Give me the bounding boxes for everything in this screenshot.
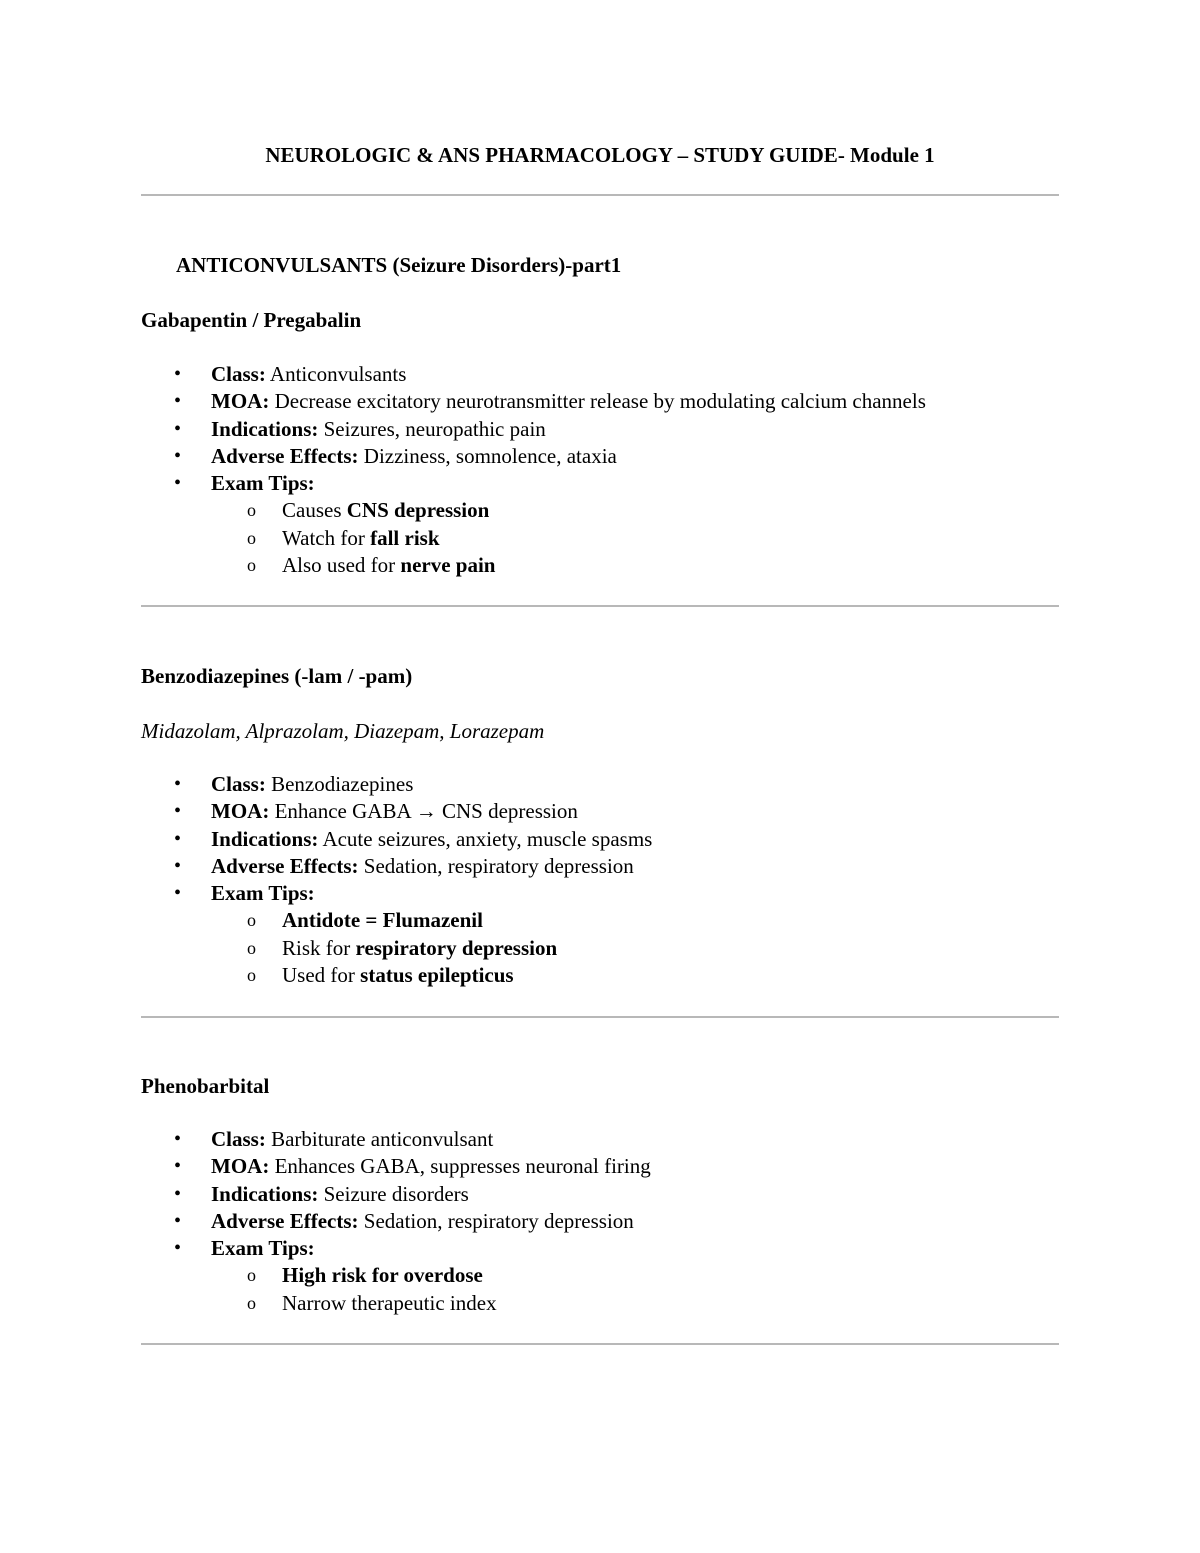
- bullet-icon: •: [174, 444, 182, 467]
- divider: [141, 605, 1059, 607]
- adverse-label: Adverse Effects:: [211, 1208, 359, 1233]
- exam-tips-label: Exam Tips:: [211, 1236, 315, 1261]
- tip-bold: CNS depression: [346, 498, 490, 523]
- bullet-icon: •: [174, 363, 182, 385]
- class-value: Anticonvulsants: [265, 362, 407, 386]
- tip-text: Narrow therapeutic index: [282, 1290, 497, 1315]
- bullet-icon: •: [174, 773, 182, 795]
- tip-text: Risk for: [282, 935, 356, 960]
- moa-value: Decrease excitatory neurotransmitter release by modulating calcium channels: [269, 389, 926, 414]
- moa-label: MOA:: [211, 389, 270, 414]
- tip-text: Watch for: [282, 525, 371, 550]
- indications-label: Indications:: [211, 1181, 319, 1206]
- tip-bold: High risk for overdose: [282, 1263, 483, 1288]
- moa-value: Enhance GABA → CNS depression: [269, 799, 578, 824]
- adverse-label: Adverse Effects:: [211, 853, 359, 878]
- moa-label: MOA:: [211, 799, 270, 824]
- bullet-icon: •: [174, 1155, 182, 1178]
- moa-value: Enhances GABA, suppresses neuronal firing: [269, 1154, 651, 1179]
- sub-bullet-icon: o: [247, 937, 256, 958]
- sub-bullet-icon: o: [247, 1265, 256, 1286]
- page-title: NEUROLOGIC & ANS PHARMACOLOGY – STUDY GUIDE- Module 1: [265, 143, 935, 167]
- drug-examples: Midazolam, Alprazolam, Diazepam, Lorazepam: [141, 719, 545, 743]
- tip-bold: fall risk: [370, 525, 440, 550]
- adverse-label: Adverse Effects:: [211, 443, 359, 468]
- drug-heading-phenobarbital: Phenobarbital: [141, 1074, 270, 1098]
- bullet-icon: •: [174, 827, 182, 850]
- bullet-icon: •: [174, 882, 182, 905]
- class-label: Class:: [211, 362, 266, 386]
- section-title: ANTICONVULSANTS (Seizure Disorders)-part1: [176, 253, 622, 277]
- sub-bullet-icon: o: [247, 910, 256, 931]
- divider: [141, 1016, 1059, 1018]
- bullet-icon: •: [174, 390, 182, 413]
- indications-value: Acute seizures, anxiety, muscle spasms: [318, 826, 653, 851]
- divider: [141, 1343, 1059, 1345]
- bullet-icon: •: [174, 417, 182, 440]
- tip-bold: status epilepticus: [360, 963, 514, 988]
- class-label: Class:: [211, 772, 266, 796]
- drug-heading-gabapentin: Gabapentin / Pregabalin: [141, 308, 362, 332]
- indications-value: Seizure disorders: [318, 1181, 469, 1206]
- tip-bold: Antidote = Flumazenil: [282, 908, 483, 933]
- sub-bullet-icon: o: [247, 555, 256, 576]
- indications-label: Indications:: [211, 416, 319, 441]
- sub-bullet-icon: o: [247, 965, 256, 986]
- bullet-icon: •: [174, 854, 182, 877]
- tip-text: Causes: [282, 498, 347, 523]
- sub-bullet-icon: o: [247, 527, 256, 548]
- class-label: Class:: [211, 1127, 266, 1151]
- class-value: Benzodiazepines: [265, 772, 414, 796]
- exam-tips-label: Exam Tips:: [211, 471, 315, 496]
- tip-text: Used for: [282, 963, 361, 988]
- sub-bullet-icon: o: [247, 1292, 256, 1313]
- indications-label: Indications:: [211, 826, 319, 851]
- divider: [141, 194, 1059, 196]
- tip-bold: respiratory depression: [355, 935, 558, 960]
- tip-bold: nerve pain: [400, 553, 496, 578]
- bullet-icon: •: [174, 1182, 182, 1205]
- bullet-icon: •: [174, 472, 182, 495]
- moa-label: MOA:: [211, 1154, 270, 1179]
- class-value: Barbiturate anticonvulsant: [265, 1127, 494, 1151]
- indications-value: Seizures, neuropathic pain: [318, 416, 546, 441]
- adverse-value: Dizziness, somnolence, ataxia: [358, 443, 617, 468]
- tip-text: Also used for: [282, 553, 401, 578]
- sub-bullet-icon: o: [247, 500, 256, 521]
- bullet-icon: •: [174, 1237, 182, 1260]
- bullet-icon: •: [174, 1209, 182, 1232]
- adverse-value: Sedation, respiratory depression: [358, 1208, 634, 1233]
- adverse-value: Sedation, respiratory depression: [358, 853, 634, 878]
- exam-tips-label: Exam Tips:: [211, 881, 315, 906]
- bullet-icon: •: [174, 800, 182, 823]
- drug-heading-benzodiazepines: Benzodiazepines (-lam / -pam): [141, 664, 413, 688]
- bullet-icon: •: [174, 1128, 182, 1150]
